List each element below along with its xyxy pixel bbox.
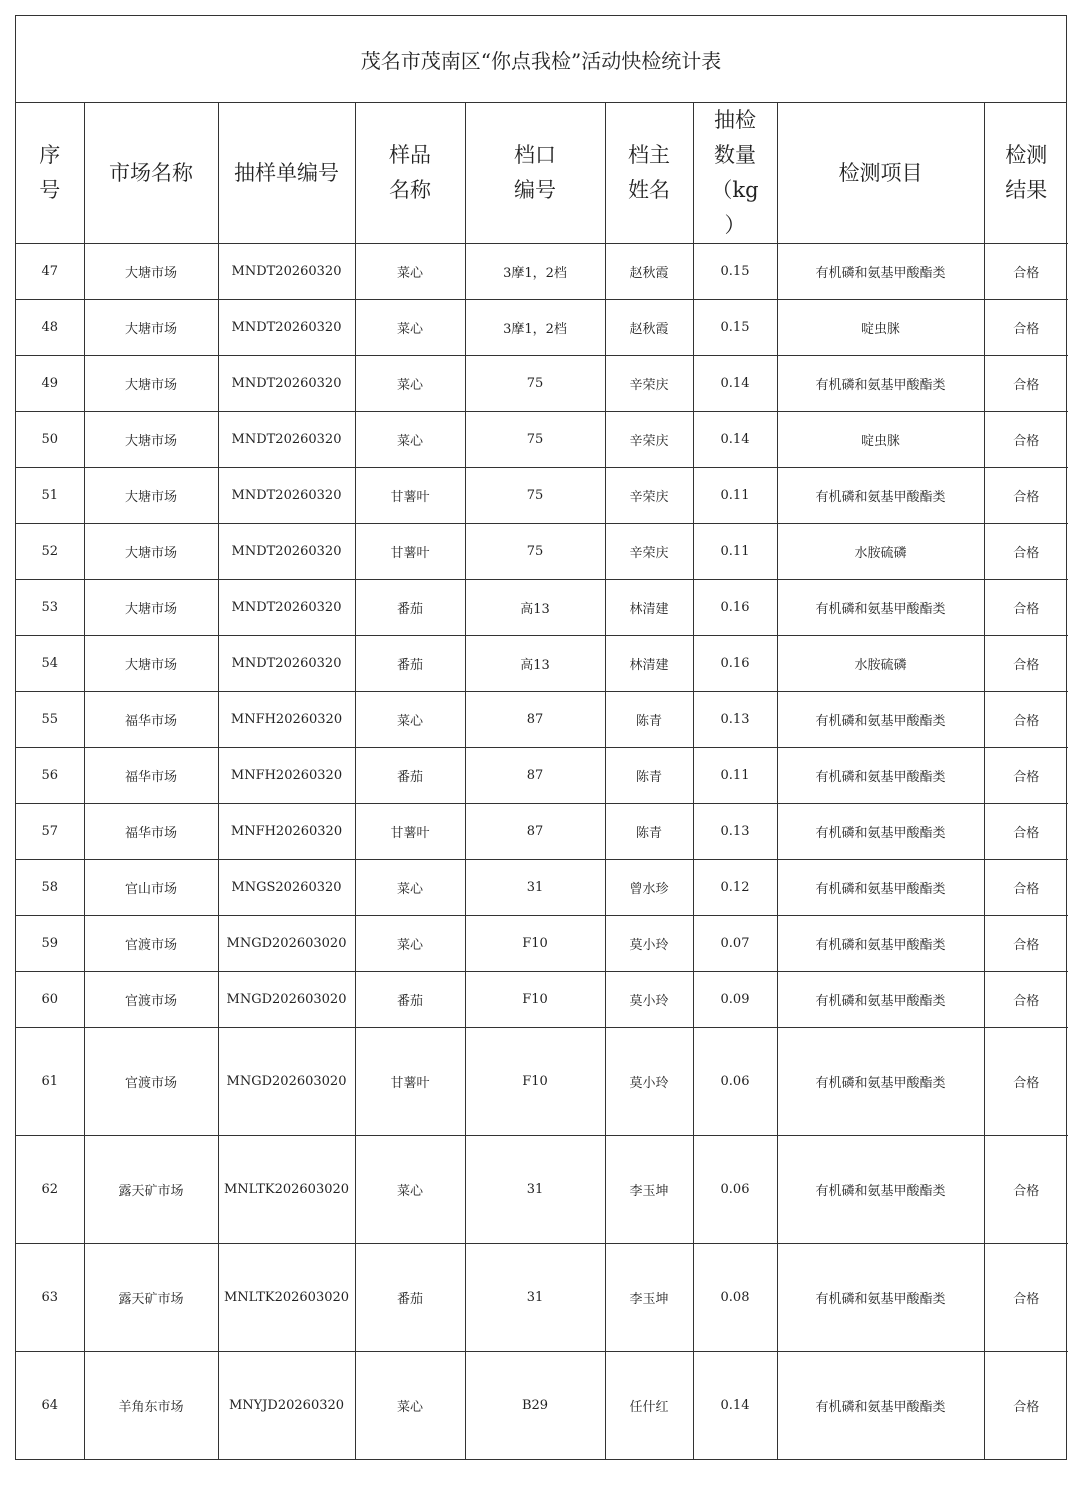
cell-market-name: 大塘市场 (84, 300, 218, 356)
cell-stall-number: 75 (465, 468, 605, 524)
cell-stall-number: 31 (465, 1136, 605, 1244)
cell-stall-number: 87 (465, 692, 605, 748)
cell-index: 64 (16, 1352, 84, 1460)
table-row (16, 916, 1068, 972)
table-title: 茂名市茂南区“你点我检”活动快检统计表 (16, 16, 1066, 103)
cell-stall-number: 87 (465, 748, 605, 804)
cell-index: 57 (16, 804, 84, 860)
table-row (16, 860, 1068, 916)
cell-market-name: 大塘市场 (84, 356, 218, 412)
cell-sample-number: MNFH20260320 (218, 804, 355, 860)
cell-sample-number: MNDT20260320 (218, 636, 355, 692)
cell-quantity: 0.13 (693, 804, 777, 860)
cell-market-name: 羊角东市场 (84, 1352, 218, 1460)
cell-test-item: 有机磷和氨基甲酸酯类 (777, 1244, 984, 1352)
cell-quantity: 0.15 (693, 300, 777, 356)
cell-result: 合格 (984, 1244, 1068, 1352)
cell-stall-number: 75 (465, 356, 605, 412)
cell-stall-number: 75 (465, 524, 605, 580)
cell-owner-name: 莫小玲 (605, 972, 693, 1028)
cell-quantity: 0.14 (693, 412, 777, 468)
table-row (16, 1136, 1068, 1244)
cell-sample-number: MNGD202603020 (218, 916, 355, 972)
cell-market-name: 露天矿市场 (84, 1136, 218, 1244)
cell-sample-number: MNYJD20260320 (218, 1352, 355, 1460)
cell-quantity: 0.06 (693, 1136, 777, 1244)
cell-index: 58 (16, 860, 84, 916)
cell-test-item: 有机磷和氨基甲酸酯类 (777, 1028, 984, 1136)
cell-result: 合格 (984, 1136, 1068, 1244)
cell-market-name: 官山市场 (84, 860, 218, 916)
cell-market-name: 福华市场 (84, 748, 218, 804)
cell-stall-number: 3摩1，2档 (465, 300, 605, 356)
cell-result: 合格 (984, 972, 1068, 1028)
cell-result: 合格 (984, 300, 1068, 356)
cell-quantity: 0.08 (693, 1244, 777, 1352)
cell-market-name: 大塘市场 (84, 412, 218, 468)
cell-index: 50 (16, 412, 84, 468)
cell-index: 62 (16, 1136, 84, 1244)
cell-sample-number: MNGD202603020 (218, 972, 355, 1028)
cell-market-name: 官渡市场 (84, 916, 218, 972)
header-test-item: 检测项目 (777, 103, 984, 244)
table-row (16, 636, 1068, 692)
cell-sample-name: 菜心 (355, 412, 465, 468)
cell-test-item: 有机磷和氨基甲酸酯类 (777, 468, 984, 524)
cell-owner-name: 辛荣庆 (605, 356, 693, 412)
cell-market-name: 官渡市场 (84, 1028, 218, 1136)
cell-test-item: 有机磷和氨基甲酸酯类 (777, 244, 984, 300)
cell-result: 合格 (984, 804, 1068, 860)
header-quantity: 抽检 数量 （kg ） (693, 103, 777, 244)
cell-sample-number: MNDT20260320 (218, 580, 355, 636)
table-row (16, 804, 1068, 860)
table-row (16, 524, 1068, 580)
cell-sample-number: MNLTK202603020 (218, 1244, 355, 1352)
cell-index: 52 (16, 524, 84, 580)
cell-owner-name: 林清建 (605, 580, 693, 636)
cell-quantity: 0.11 (693, 748, 777, 804)
cell-result: 合格 (984, 412, 1068, 468)
cell-stall-number: F10 (465, 1028, 605, 1136)
cell-test-item: 啶虫脒 (777, 300, 984, 356)
cell-result: 合格 (984, 692, 1068, 748)
cell-owner-name: 陈青 (605, 748, 693, 804)
cell-index: 59 (16, 916, 84, 972)
cell-sample-name: 番茄 (355, 580, 465, 636)
cell-test-item: 有机磷和氨基甲酸酯类 (777, 692, 984, 748)
table-row (16, 1028, 1068, 1136)
table-row (16, 1352, 1068, 1460)
cell-sample-number: MNDT20260320 (218, 300, 355, 356)
cell-stall-number: F10 (465, 972, 605, 1028)
table-row (16, 300, 1068, 356)
cell-market-name: 大塘市场 (84, 468, 218, 524)
cell-sample-name: 甘薯叶 (355, 468, 465, 524)
cell-test-item: 有机磷和氨基甲酸酯类 (777, 804, 984, 860)
cell-owner-name: 陈青 (605, 692, 693, 748)
cell-sample-number: MNFH20260320 (218, 748, 355, 804)
table-row (16, 468, 1068, 524)
cell-test-item: 有机磷和氨基甲酸酯类 (777, 748, 984, 804)
cell-sample-name: 菜心 (355, 1352, 465, 1460)
cell-stall-number: 31 (465, 860, 605, 916)
table-row (16, 1244, 1068, 1352)
cell-owner-name: 辛荣庆 (605, 412, 693, 468)
cell-sample-number: MNGS20260320 (218, 860, 355, 916)
cell-test-item: 水胺硫磷 (777, 524, 984, 580)
cell-quantity: 0.09 (693, 972, 777, 1028)
cell-sample-name: 番茄 (355, 636, 465, 692)
cell-sample-name: 菜心 (355, 860, 465, 916)
cell-index: 54 (16, 636, 84, 692)
cell-stall-number: 3摩1，2档 (465, 244, 605, 300)
cell-quantity: 0.16 (693, 580, 777, 636)
cell-result: 合格 (984, 580, 1068, 636)
cell-stall-number: 75 (465, 412, 605, 468)
cell-sample-name: 菜心 (355, 356, 465, 412)
cell-result: 合格 (984, 244, 1068, 300)
cell-result: 合格 (984, 636, 1068, 692)
cell-index: 63 (16, 1244, 84, 1352)
cell-stall-number: 高13 (465, 636, 605, 692)
cell-result: 合格 (984, 524, 1068, 580)
cell-sample-name: 菜心 (355, 692, 465, 748)
cell-index: 55 (16, 692, 84, 748)
header-owner-name: 档主 姓名 (605, 103, 693, 244)
inspection-table (16, 103, 1068, 1459)
header-stall-number: 档口 编号 (465, 103, 605, 244)
cell-test-item: 啶虫脒 (777, 412, 984, 468)
cell-stall-number: 31 (465, 1244, 605, 1352)
cell-result: 合格 (984, 356, 1068, 412)
cell-index: 47 (16, 244, 84, 300)
cell-owner-name: 辛荣庆 (605, 524, 693, 580)
cell-result: 合格 (984, 748, 1068, 804)
cell-sample-name: 菜心 (355, 300, 465, 356)
cell-market-name: 大塘市场 (84, 636, 218, 692)
cell-owner-name: 李玉坤 (605, 1136, 693, 1244)
cell-sample-name: 甘薯叶 (355, 804, 465, 860)
cell-market-name: 福华市场 (84, 692, 218, 748)
cell-quantity: 0.06 (693, 1028, 777, 1136)
cell-stall-number: 87 (465, 804, 605, 860)
cell-quantity: 0.13 (693, 692, 777, 748)
cell-owner-name: 赵秋霞 (605, 300, 693, 356)
header-sample-name: 样品 名称 (355, 103, 465, 244)
cell-market-name: 大塘市场 (84, 524, 218, 580)
cell-sample-name: 菜心 (355, 916, 465, 972)
cell-test-item: 有机磷和氨基甲酸酯类 (777, 916, 984, 972)
table-row (16, 972, 1068, 1028)
cell-market-name: 大塘市场 (84, 244, 218, 300)
cell-sample-number: MNFH20260320 (218, 692, 355, 748)
table-row (16, 748, 1068, 804)
cell-result: 合格 (984, 860, 1068, 916)
table-row (16, 244, 1068, 300)
cell-sample-name: 番茄 (355, 972, 465, 1028)
cell-owner-name: 林清建 (605, 636, 693, 692)
cell-sample-name: 番茄 (355, 748, 465, 804)
table-body (16, 244, 1068, 1460)
cell-result: 合格 (984, 468, 1068, 524)
cell-market-name: 露天矿市场 (84, 1244, 218, 1352)
cell-test-item: 水胺硫磷 (777, 636, 984, 692)
cell-owner-name: 陈青 (605, 804, 693, 860)
cell-sample-name: 菜心 (355, 244, 465, 300)
cell-quantity: 0.14 (693, 1352, 777, 1460)
cell-market-name: 大塘市场 (84, 580, 218, 636)
cell-sample-number: MNDT20260320 (218, 412, 355, 468)
cell-quantity: 0.14 (693, 356, 777, 412)
cell-owner-name: 李玉坤 (605, 1244, 693, 1352)
cell-owner-name: 赵秋霞 (605, 244, 693, 300)
cell-market-name: 福华市场 (84, 804, 218, 860)
header-index: 序 号 (16, 103, 84, 244)
cell-result: 合格 (984, 916, 1068, 972)
cell-sample-name: 番茄 (355, 1244, 465, 1352)
cell-owner-name: 莫小玲 (605, 916, 693, 972)
cell-quantity: 0.12 (693, 860, 777, 916)
table-row (16, 356, 1068, 412)
table-row (16, 692, 1068, 748)
cell-quantity: 0.07 (693, 916, 777, 972)
header-market-name: 市场名称 (84, 103, 218, 244)
cell-test-item: 有机磷和氨基甲酸酯类 (777, 356, 984, 412)
table-row (16, 580, 1068, 636)
cell-sample-name: 甘薯叶 (355, 1028, 465, 1136)
cell-owner-name: 辛荣庆 (605, 468, 693, 524)
cell-quantity: 0.15 (693, 244, 777, 300)
cell-index: 53 (16, 580, 84, 636)
cell-owner-name: 莫小玲 (605, 1028, 693, 1136)
cell-sample-number: MNDT20260320 (218, 468, 355, 524)
cell-sample-number: MNLTK202603020 (218, 1136, 355, 1244)
cell-stall-number: F10 (465, 916, 605, 972)
header-sample-number: 抽样单编号 (218, 103, 355, 244)
cell-quantity: 0.11 (693, 468, 777, 524)
cell-index: 56 (16, 748, 84, 804)
statistics-sheet (15, 15, 1067, 1460)
cell-test-item: 有机磷和氨基甲酸酯类 (777, 860, 984, 916)
cell-owner-name: 曾水珍 (605, 860, 693, 916)
cell-test-item: 有机磷和氨基甲酸酯类 (777, 972, 984, 1028)
cell-quantity: 0.16 (693, 636, 777, 692)
cell-stall-number: B29 (465, 1352, 605, 1460)
header-result: 检测 结果 (984, 103, 1068, 244)
cell-index: 51 (16, 468, 84, 524)
cell-test-item: 有机磷和氨基甲酸酯类 (777, 1136, 984, 1244)
cell-sample-number: MNDT20260320 (218, 244, 355, 300)
cell-index: 61 (16, 1028, 84, 1136)
cell-index: 48 (16, 300, 84, 356)
cell-sample-name: 甘薯叶 (355, 524, 465, 580)
table-row (16, 412, 1068, 468)
cell-stall-number: 高13 (465, 580, 605, 636)
cell-market-name: 官渡市场 (84, 972, 218, 1028)
cell-index: 60 (16, 972, 84, 1028)
cell-result: 合格 (984, 1028, 1068, 1136)
cell-result: 合格 (984, 1352, 1068, 1460)
cell-sample-name: 菜心 (355, 1136, 465, 1244)
cell-index: 49 (16, 356, 84, 412)
cell-sample-number: MNGD202603020 (218, 1028, 355, 1136)
cell-sample-number: MNDT20260320 (218, 524, 355, 580)
cell-sample-number: MNDT20260320 (218, 356, 355, 412)
cell-test-item: 有机磷和氨基甲酸酯类 (777, 580, 984, 636)
cell-quantity: 0.11 (693, 524, 777, 580)
header-row (16, 103, 1068, 244)
cell-test-item: 有机磷和氨基甲酸酯类 (777, 1352, 984, 1460)
cell-owner-name: 任什红 (605, 1352, 693, 1460)
